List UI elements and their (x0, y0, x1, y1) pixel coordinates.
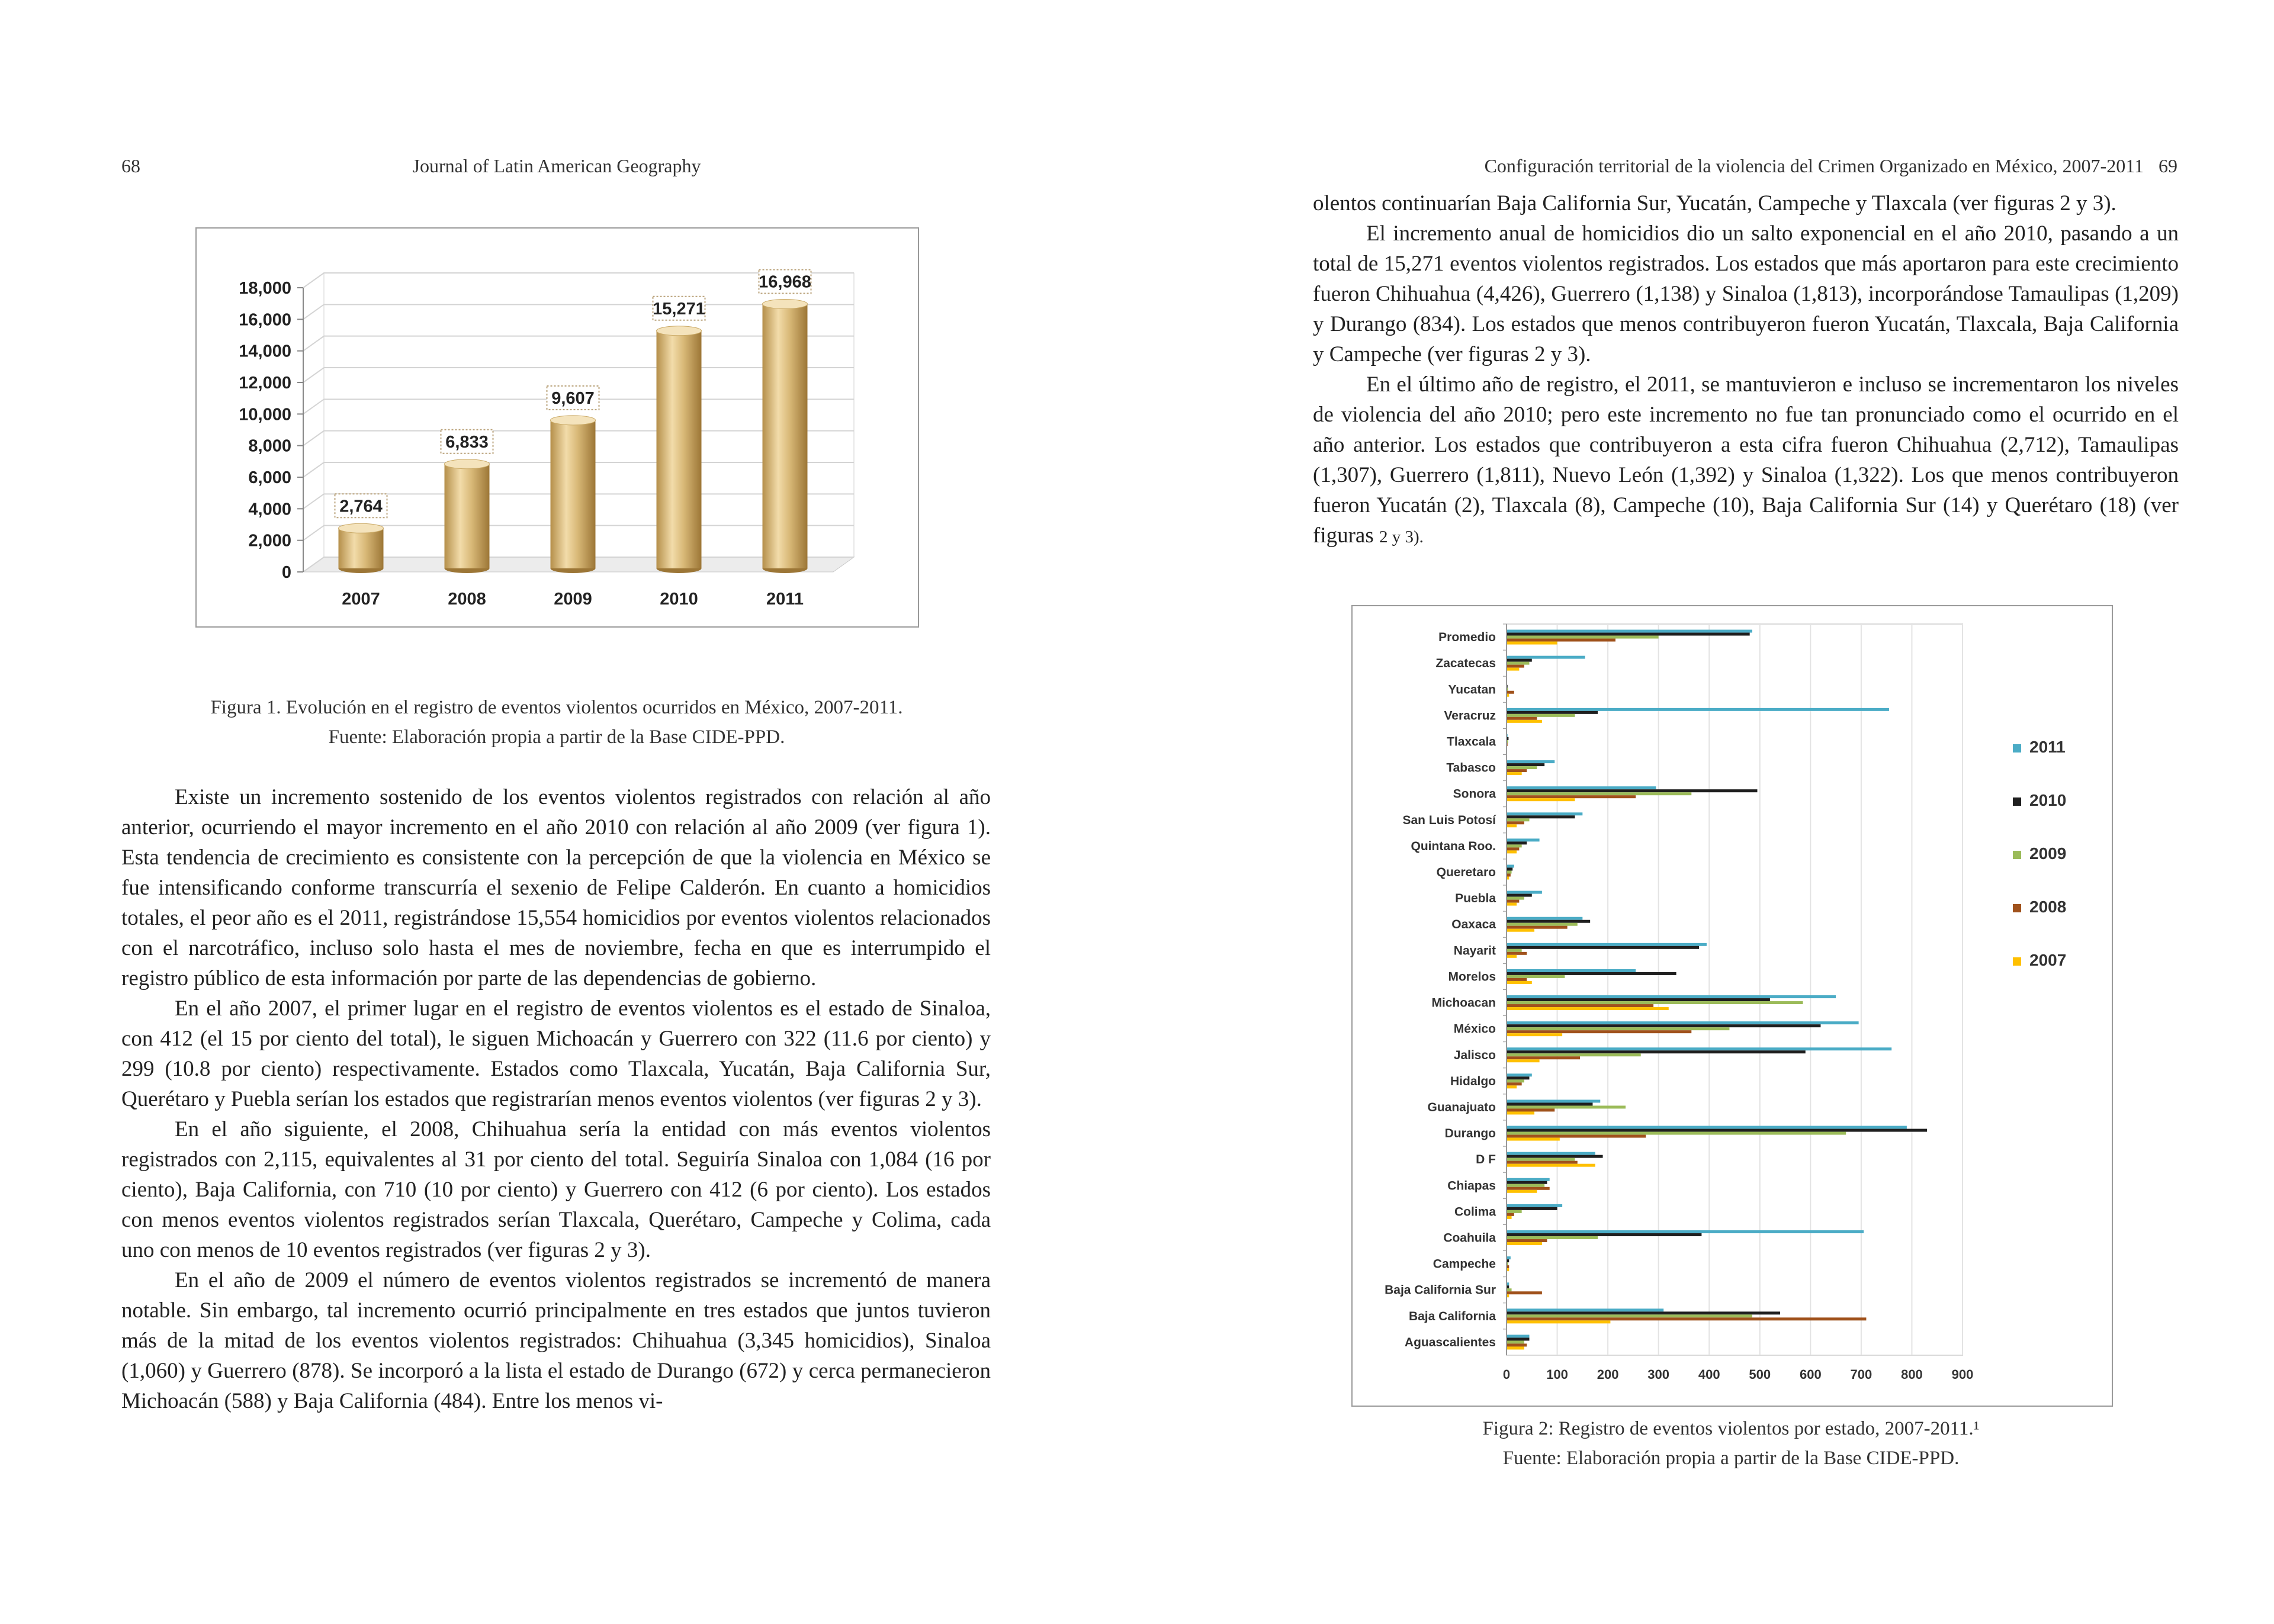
left-paragraph-4: En el año de 2009 el número de eventos violentos registrados se incrementó de manera notable. Sin embargo, tal incremento ocurrió principalmente en tres estados que juntos tuvieron más de la mitad de los eventos violentos registrados: Chihuahua (3,345 homicidios), Sinaloa (1,060) y Guerrero (878). Se incorporó a la lista el estado de Durango (672) y cerca permanecieron Michoacán (588) y Baja California (484). Entre los menos vi- (121, 1268, 991, 1413)
figure2-bar-2007 (1507, 903, 1517, 906)
figure2-bar-2008 (1507, 1213, 1514, 1216)
figure2-bar-2007 (1507, 1164, 1595, 1167)
figure2-bar-2007 (1507, 850, 1517, 853)
figure2-bar-2009 (1507, 792, 1691, 795)
figure2-legend-label: 2009 (2029, 844, 2067, 863)
figure2-bar-2011 (1507, 838, 1540, 841)
figure2-bar-2009 (1507, 1105, 1626, 1108)
figure2-bar-2007 (1507, 1320, 1610, 1323)
figure2-bar-2008 (1507, 639, 1615, 642)
running-head-right: Configuración territorial de la violencia del Crimen Organizado en México, 2007-2011 (1484, 155, 2144, 176)
figure2-bar-2007 (1507, 720, 1542, 723)
figure2-bar-2011 (1507, 1152, 1595, 1155)
figure2-bar-2011 (1507, 943, 1707, 946)
figure2-category-label: Sonora (1453, 787, 1496, 801)
page-number-left: 68 (121, 155, 140, 176)
right-page (1137, 0, 2274, 1624)
figure2-legend-label: 2007 (2029, 951, 2067, 969)
left-paragraph-1: Existe un incremento sostenido de los eventos violentos registrados con relación al año anterior, ocurriendo el mayor incremento en el año 2010 con relación al año 2009 (ver figura 1). Esta tendencia de crecimiento es consistente con la percepción de que la violencia en México se fue intensificando conforme transcurría el sexenio de Felipe Calderón. En cuanto a homicidios totales, el peor año es el 2011, registrándose 15,554 homicidios por eventos violentos relacionados con el narcotráfico, incluso solo hasta el mes de noviembre, fecha en que es interrumpido el registro público de esta información por parte de las dependencias de gobierno. (121, 785, 991, 991)
figure1-x-tick-label: 2008 (448, 590, 486, 609)
figure2-bar-2007 (1507, 929, 1534, 932)
figure2-x-tick-label: 200 (1597, 1367, 1619, 1382)
figure2-bar-2007 (1507, 1346, 1524, 1349)
figure2-x-tick-label: 0 (1502, 1367, 1511, 1382)
figure1-bar-top (339, 523, 384, 533)
figure2-x-tick-label: 500 (1749, 1367, 1771, 1382)
figure1-bar-2011 (763, 304, 808, 568)
figure2-bar-2010 (1507, 920, 1590, 923)
figure2-bar-2007 (1507, 798, 1575, 801)
figure1-y-tick-label: 6,000 (248, 468, 291, 487)
figure2-bar-2008 (1507, 900, 1519, 903)
figure2-bar-2009 (1507, 1288, 1512, 1291)
figure2-bar-2009 (1507, 1236, 1598, 1239)
figure2-bar-2009 (1507, 1001, 1803, 1004)
figure2-bar-2009 (1507, 818, 1530, 821)
figure2-category-label: San Luis Potosí (1402, 813, 1496, 827)
figure2-bar-2009 (1507, 1158, 1575, 1161)
figure2-bar-2010 (1507, 659, 1532, 662)
figure2-bar-2008 (1507, 665, 1524, 668)
figure2-bar-2009 (1507, 923, 1578, 926)
figure2-category-label: Coahuila (1443, 1231, 1496, 1245)
figure1-x-tick-label: 2009 (554, 590, 592, 609)
figure1-x-tick-label: 2010 (660, 590, 698, 609)
right-paragraph-2-tail: 2 y 3). (1379, 528, 1424, 546)
figure2-bar-2011 (1507, 995, 1836, 998)
figure2-bar-2011 (1507, 1256, 1511, 1259)
figure2-bar-2011 (1507, 656, 1585, 659)
figure1-data-label: 2,764 (339, 497, 383, 516)
right-paragraph-continued: olentos continuarían Baja California Sur, Yucatán, Campeche y Tlaxcala (ver figuras 2 y 3). (1313, 191, 2116, 216)
figure2-bar-2010 (1507, 1129, 1927, 1132)
figure2-category-label: Queretaro (1436, 866, 1496, 880)
page-number-right: 69 (2159, 155, 2177, 176)
figure2-bar-2011 (1507, 1073, 1532, 1076)
figure2-bar-2009 (1507, 1079, 1524, 1082)
figure1-data-label: 15,271 (653, 299, 705, 319)
figure1-bar-top (551, 416, 596, 425)
figure2-bar-2007 (1507, 955, 1517, 958)
figure2-bar-2008 (1507, 1135, 1646, 1138)
figure2-bar-2007 (1507, 1059, 1540, 1062)
figure2-legend-swatch (2013, 904, 2021, 912)
figure2-category-label: Veracruz (1444, 709, 1496, 723)
figure2-x-tick-label: 300 (1647, 1367, 1670, 1382)
figure2-bar-2011 (1507, 1021, 1859, 1024)
figure2-bar-2010 (1507, 972, 1676, 975)
figure2-bar-2008 (1507, 874, 1511, 877)
figure2-bar-2007 (1507, 1007, 1669, 1010)
figure2-legend-label: 2008 (2029, 898, 2067, 916)
figure2-bar-2008 (1507, 1343, 1527, 1346)
figure2-legend-swatch (2013, 744, 2021, 752)
left-paragraph-2: En el año 2007, el primer lugar en el registro de eventos violentos es el estado de Sinaloa, con 412 (el 15 por ciento del total), le siguen Michoacán y Guerrero con 322 (11.6 por ciento) y 299 (10.8 por ciento) respectivamente. Estados como Tlaxcala, Yucatán, Baja California Sur, Querétaro y Puebla serían los estados que registrarían menos eventos violentos (ver figuras 2 y 3). (121, 996, 991, 1111)
figure2-category-label: Tlaxcala (1447, 735, 1496, 749)
figure2-bar-2011 (1507, 1308, 1663, 1311)
figure2-bar-2009 (1507, 949, 1522, 952)
figure2-caption (1351, 1414, 2111, 1473)
running-head-left: Journal of Latin American Geography (412, 155, 701, 176)
figure2-bar-2007 (1507, 642, 1557, 645)
figure2-bar-2010 (1507, 633, 1750, 636)
figure2-bar-2007 (1507, 1216, 1512, 1219)
left-body-text (121, 782, 991, 1416)
figure2-bar-2008 (1507, 1004, 1653, 1007)
figure2-bar-2011 (1507, 1230, 1864, 1233)
figure2-bar-2010 (1507, 1207, 1557, 1210)
figure2-bar-2009 (1507, 636, 1659, 639)
figure2-bar-2008 (1507, 952, 1527, 955)
figure2-category-label: D F (1476, 1153, 1496, 1167)
figure2-x-tick-label: 700 (1850, 1367, 1872, 1382)
figure2-category-label: Hidalgo (1450, 1074, 1496, 1088)
figure2-bar-2011 (1507, 917, 1582, 920)
figure2-caption-source: Fuente: Elaboración propia a partir de la Base CIDE-PPD. (1502, 1448, 1960, 1469)
figure2-bar-2007 (1507, 772, 1522, 775)
figure2-bar-2010 (1507, 1050, 1806, 1053)
figure2-bar-2009 (1507, 1027, 1729, 1030)
figure1-x-tick-label: 2011 (766, 590, 804, 609)
figure2-x-tick-label: 900 (1951, 1367, 1974, 1382)
figure1-bar-2008 (445, 464, 490, 568)
figure2-bar-2007 (1507, 981, 1532, 984)
figure2-bar-2009 (1507, 1340, 1524, 1343)
figure2-x-tick-label: 100 (1546, 1367, 1568, 1382)
figure1-bar-top (657, 326, 702, 336)
figure2-bar-2008 (1507, 691, 1514, 694)
figure2-bar-2008 (1507, 1030, 1691, 1033)
figure2-bar-2010 (1507, 815, 1575, 818)
figure2-bar-2009 (1507, 975, 1565, 978)
figure2-category-label: Promedio (1438, 631, 1496, 645)
figure1-y-tick-label: 10,000 (239, 405, 291, 425)
figure2-bar-2011 (1507, 969, 1636, 972)
figure2-bar-2011 (1507, 812, 1582, 815)
figure1-bar-chart (197, 229, 918, 626)
figure2-bar-2008 (1507, 1161, 1578, 1164)
figure2-bar-2011 (1507, 786, 1656, 789)
figure2-bar-2010 (1507, 1181, 1547, 1184)
figure2-category-label: Durango (1444, 1127, 1496, 1141)
right-paragraph-2 (1313, 369, 2179, 552)
figure1-y-tick-label: 0 (281, 563, 291, 582)
figure2-bar-2007 (1507, 1033, 1562, 1036)
figure2-bar-2010 (1507, 946, 1699, 949)
figure2-bar-2010 (1507, 763, 1544, 766)
figure2-bar-2008 (1507, 1082, 1522, 1085)
figure2-bar-2008 (1507, 1108, 1554, 1111)
figure1-data-label: 16,968 (759, 272, 811, 292)
figure2-bar-2010 (1507, 789, 1758, 792)
figure2-bar-2007 (1507, 1111, 1534, 1114)
figure2-bar-2007 (1507, 824, 1517, 827)
figure2-caption-title: Figura 2: Registro de eventos violentos por estado, 2007-2011.¹ (1482, 1418, 1980, 1439)
figure1-y-tick-label: 14,000 (239, 342, 291, 361)
figure2-legend-label: 2011 (2029, 738, 2066, 756)
figure2-bar-2010 (1507, 841, 1527, 844)
figure2-bar-2010 (1507, 1233, 1701, 1236)
figure2-category-label: Colima (1454, 1205, 1496, 1219)
figure2-x-tick-label: 800 (1901, 1367, 1923, 1382)
figure2-bar-2011 (1507, 760, 1554, 763)
figure2-category-label: Campeche (1433, 1257, 1496, 1271)
figure2-bar-2008 (1507, 821, 1524, 824)
figure2-bar-2009 (1507, 1053, 1641, 1056)
figure1-bar-2007 (339, 528, 384, 568)
figure2-category-label: Morelos (1448, 970, 1496, 984)
figure2-category-label: Tabasco (1446, 761, 1496, 775)
figure2-bar-2008 (1507, 795, 1636, 798)
figure2-bar-2011 (1507, 1178, 1550, 1181)
figure2-category-label: Jalisco (1453, 1048, 1496, 1062)
figure2-bar-2007 (1507, 1085, 1517, 1088)
figure2-category-label: Guanajuato (1427, 1100, 1496, 1114)
figure1-y-tick-label: 8,000 (248, 436, 291, 456)
figure2-bar-2011 (1507, 891, 1542, 894)
figure2-bar-2011 (1507, 1334, 1530, 1337)
figure2-bar-2010 (1507, 1311, 1780, 1314)
figure2-bar-2010 (1507, 711, 1598, 714)
figure2-bar-2009 (1507, 844, 1522, 847)
figure2-bar-2010 (1507, 1076, 1530, 1079)
figure2-bar-2007 (1507, 668, 1519, 671)
figure2-bar-2008 (1507, 1317, 1866, 1320)
figure1-data-label: 9,607 (551, 388, 595, 408)
figure1-x-tick-label: 2007 (342, 590, 380, 609)
figure2-x-tick-label: 400 (1698, 1367, 1720, 1382)
figure2-frame (1351, 605, 2113, 1407)
figure2-bar-2009 (1507, 1184, 1544, 1187)
figure2-legend-swatch (2013, 797, 2021, 806)
figure2-bar-2009 (1507, 1314, 1752, 1317)
figure2-bar-2011 (1507, 1204, 1562, 1207)
right-body-text (1313, 188, 2179, 552)
figure2-category-label: Quintana Roo. (1411, 839, 1496, 853)
right-paragraph-2-text: En el último año de registro, el 2011, se mantuvieron e incluso se incrementaron los niveles de violencia del año 2010; pero este incremento no fue tan pronunciado como el ocurrido en el año anterior. Los estados que contribuyeron a esta cifra fueron Chihuahua (2,712), Tamaulipas (1,307), Guerrero (1,811), Nuevo León (1,392) y Sinaloa (1,322). Los que menos contribuyeron fueron Yucatán (2), Tlaxcala (8), Campeche (10), Baja California Sur (14) y Querétaro (18) (ver figuras (1313, 372, 2179, 548)
figure2-bar-2009 (1507, 1132, 1846, 1135)
figure1-y-tick-label: 4,000 (248, 500, 291, 519)
left-paragraph-3: En el año siguiente, el 2008, Chihuahua sería la entidad con más eventos violentos registrados con 2,115, equivalentes al 31 por ciento del total. Seguiría Sinaloa con 1,084 (16 por ciento), Baja California, con 710 (10 por ciento) y Guerrero con 412 (6 por ciento). Los estados con menos eventos violentos registrados serían Tlaxcala, Querétaro, Campeche y Colima, cada uno con menos de 10 eventos registrados (ver figuras 2 y 3). (121, 1117, 991, 1262)
figure2-bar-2010 (1507, 1337, 1530, 1340)
figure2-legend-swatch (2013, 851, 2021, 859)
figure2-bar-2011 (1507, 1126, 1907, 1129)
figure2-category-label: Zacatecas (1435, 657, 1496, 671)
figure2-bar-2009 (1507, 871, 1512, 874)
figure1-y-tick-label: 2,000 (248, 531, 291, 551)
figure1-frame (195, 227, 919, 628)
figure2-category-label: Baja California Sur (1385, 1283, 1496, 1297)
figure1-bar-2010 (657, 331, 702, 568)
figure2-x-tick-label: 600 (1799, 1367, 1822, 1382)
figure1-caption-title: Figura 1. Evolución en el registro de eventos violentos ocurridos en México, 2007-2011. (210, 697, 903, 718)
figure2-bar-2010 (1507, 998, 1770, 1001)
figure1-bar-2009 (551, 420, 596, 568)
figure2-bar-2008 (1507, 1187, 1550, 1190)
figure2-bar-2010 (1507, 1102, 1592, 1105)
figure2-bar-2011 (1507, 1099, 1600, 1102)
figure2-category-label: Baja California (1408, 1309, 1496, 1323)
figure2-category-label: Yucatan (1448, 683, 1496, 697)
figure1-y-tick-label: 16,000 (239, 310, 291, 330)
figure2-category-label: México (1453, 1022, 1496, 1036)
figure2-bar-2011 (1507, 1047, 1891, 1050)
figure2-bar-2009 (1507, 662, 1530, 665)
right-paragraph-1: El incremento anual de homicidios dio un salto exponencial en el año 2010, pasando a un total de 15,271 eventos violentos registrados. Los estados que más aportaron para este crecimiento fueron Chihuahua (4,426), Guerrero (1,138) y Sinaloa (1,813), incorporándose Tamaulipas (1,209) y Durango (834). Los estados que menos contribuyeron fueron Yucatán, Tlaxcala, Baja California y Campeche (ver figuras 2 y 3). (1313, 221, 2179, 366)
figure2-bar-2010 (1507, 868, 1512, 871)
figure1-bar-top (763, 300, 808, 309)
figure1-y-tick-label: 12,000 (239, 374, 291, 393)
figure2-category-label: Michoacan (1431, 996, 1496, 1010)
figure2-bar-2008 (1507, 1056, 1580, 1059)
figure2-bar-2009 (1507, 1210, 1522, 1213)
figure2-bar-2009 (1507, 714, 1575, 717)
figure2-bar-2008 (1507, 978, 1527, 981)
figure2-bar-2010 (1507, 1024, 1820, 1027)
figure2-bar-2007 (1507, 1242, 1542, 1245)
figure2-bar-2008 (1507, 769, 1527, 772)
figure2-bar-2008 (1507, 1239, 1547, 1242)
figure2-bar-2011 (1507, 630, 1752, 633)
figure2-plot-area (1507, 624, 1963, 1355)
figure2-bar-2010 (1507, 894, 1532, 897)
figure2-bar-2011 (1507, 708, 1889, 711)
figure2-category-label: Chiapas (1447, 1179, 1496, 1193)
figure2-bar-2009 (1507, 766, 1537, 769)
figure2-category-label: Aguascalientes (1404, 1335, 1496, 1349)
figure2-category-label: Puebla (1455, 892, 1496, 906)
figure1-data-label: 6,833 (445, 432, 489, 452)
figure2-bar-2007 (1507, 1138, 1560, 1141)
figure1-y-tick-label: 18,000 (239, 279, 291, 298)
figure1-caption (121, 693, 992, 752)
figure2-bar-2009 (1507, 897, 1524, 900)
figure2-bar-2011 (1507, 865, 1514, 868)
figure2-bar-chart (1353, 606, 2112, 1406)
figure2-bar-2008 (1507, 717, 1537, 720)
figure2-bar-2008 (1507, 847, 1519, 850)
figure2-category-label: Nayarit (1453, 944, 1496, 958)
figure2-legend-label: 2010 (2029, 791, 2067, 809)
figure2-legend-swatch (2013, 957, 2021, 966)
figure2-bar-2008 (1507, 926, 1568, 929)
figure2-bar-2008 (1507, 1291, 1542, 1294)
figure2-bar-2007 (1507, 1190, 1537, 1193)
figure1-caption-source: Fuente: Elaboración propia a partir de la Base CIDE-PPD. (328, 726, 785, 748)
figure2-category-label: Oaxaca (1451, 918, 1496, 932)
figure1-bar-top (445, 459, 490, 469)
figure2-bar-2010 (1507, 1155, 1603, 1158)
